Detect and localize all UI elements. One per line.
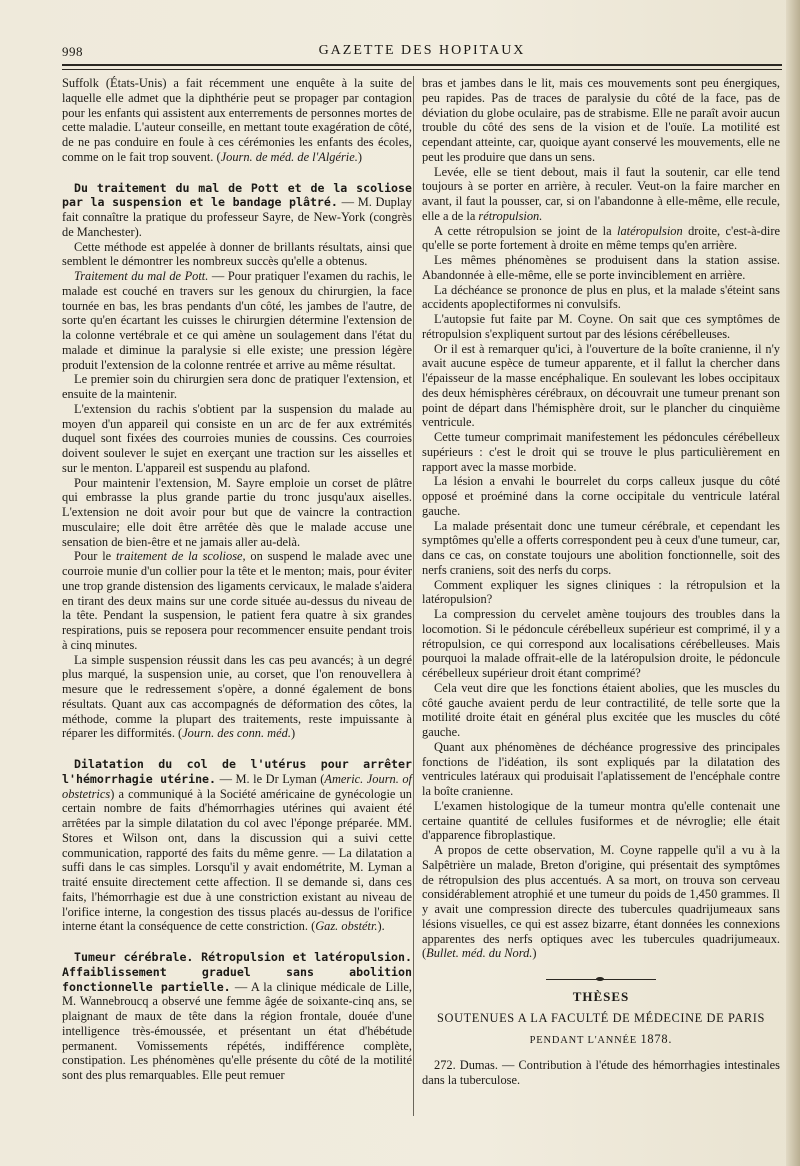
paragraph: Suffolk (États-Unis) a fait récemment une enquête à la suite de laquelle elle admet que la diphthérie peut se propager par contagion pour les enfants qui assistent aux enterrements de personnes mortes de cette maladie. L'auteur conseille, en mettant toute exagération de côté, de ne pas conduire en foule à ces cérémonies les enfants des écoles, comme on le fait trop souvent. (Journ. de méd. de l'Algérie.) xyxy=(62,76,412,164)
paragraph: Or il est à remarquer qu'ici, à l'ouverture de la boîte cranienne, il n'y avait aucune espèce de tumeur apparente, et il fallut la chercher dans l'épaisseur de la masse encéphalique. En soulevant les lobes occipitaux des deux hémisphères cérébraux, on découvrait une tumeur prenant son point de départ dans l'hémisphère droit, sur le plancher du cinquième ventricule. xyxy=(422,341,780,430)
paragraph: Le premier soin du chirurgien sera donc de pratiquer l'extension, et ensuite de la maintenir. xyxy=(62,372,412,401)
paragraph: La simple suspension réussit dans les cas peu avancés; à un degré plus marqué, la suspension unie, au corset, que l'on renouvellera à mesure que le redressement s'opère, a donné également de bons résultats. Quant aux cas accompagnés de déformation des côtes, la méthode, comme la plupart des traitements, reste impuissante à réparer les difformités. (Journ. des conn. méd.) xyxy=(62,652,412,741)
paragraph: L'examen histologique de la tumeur montra qu'elle contenait une certaine quantité de cellules fusiformes et de névroglie; elle était d'apparence fibroplastique. xyxy=(422,798,780,843)
paragraph: Cette tumeur comprimait manifestement les pédoncules cérébelleux supérieurs : c'est le droit qui se trouve le plus particulièrement en rapport avec la masse morbide. xyxy=(422,430,780,474)
section-title: Dilatation du col de l'utérus pour arrêter l'hémorrhagie utérine. xyxy=(62,757,412,786)
paragraph: Traitement du mal de Pott. — Pour pratiquer l'examen du rachis, le malade est couché en travers sur les genoux du chirurgien, la face tournée en bas, les bras pendants d'un côté, les jambes de l'autre, de sorte qu'en écartant les cuisses le chirurgien détermine l'extension de la colonne vertébrale et ce qui amène un soulagement dans l'état du malade et diminue la paralysie si elle existe; une pression légère produit l'extension de la colonne rentrée et arrive au même résultat. xyxy=(62,269,412,372)
section-dilatation-mal-de-pott: Du traitement du mal de Pott et de la scoliose par la suspension et le bandage plâtré. — M. Duplay fait connaître la pratique du professeur Sayre, de New-York (congrès de Manchester). xyxy=(62,180,412,239)
right-column xyxy=(422,76,780,1088)
paragraph: Pour le traitement de la scoliose, on suspend le malade avec une courroie munie d'un collier pour la tête et le menton; mais, pour éviter une trop grande distension des ligaments cervicaux, le malade s'aidera en tirant des deux mains sur une corde située au-dessus du niveau de la tête. Pendant la suspension, le patient fera quatre à six grandes respirations, puis se reposera pour recommencer ensuite pendant trois à cinq minutes. xyxy=(62,549,413,652)
paragraph: Quant aux phénomènes de déchéance progressive des principales fonctions de l'idéation, ils sont expliqués par la dilatation des ventricules latéraux qui produisait l'aplatissement de l'encéphale contre la boîte cranienne. xyxy=(422,739,780,798)
section-title: Du traitement du mal de Pott et de la scoliose par la suspension et le bandage plâtré. xyxy=(62,180,412,210)
header-rule-thin xyxy=(62,69,782,70)
paragraph: Cette méthode est appelée à donner de brillants résultats, ainsi que semblent le démontrer les nombreux succès qu'elle a obtenus. xyxy=(62,239,412,269)
paragraph: Cela veut dire que les fonctions étaient abolies, que les muscles du côté gauche avaient perdu de leur contractilité, de telle sorte que la motilité droite était en général plus excitée que les muscles du côté gauche. xyxy=(422,680,780,739)
running-title: GAZETTE DES HOPITAUX xyxy=(318,43,526,58)
page-header xyxy=(62,42,782,64)
paragraph: bras et jambes dans le lit, mais ces mouvements sont peu énergiques, peu rapides. Pas de traces de paralysie du côté de la face, pas de déviation du globe oculaire, pas de strabisme. Elle ne paraît avoir aucun trouble du côté des sens de la vision et de l'ouïe. La motilité est cependant atteinte, car, quoique ayant conservé les mouvements, elle ne peut les produire que dans un sens. xyxy=(422,76,780,164)
ornamental-separator xyxy=(546,979,656,980)
theses-heading: THÈSES xyxy=(572,989,630,1004)
these-entry: 272. Dumas. — Contribution à l'étude des hémorrhagies intestinales dans la tuberculose. xyxy=(422,1058,780,1087)
page-number: 998 xyxy=(62,44,83,59)
theses-year-line: PENDANT L'ANNÉE 1878. xyxy=(529,1031,673,1046)
paragraph: Pour maintenir l'extension, M. Sayre emploie un corset de plâtre qui embrasse la plus grande partie du tronc jusqu'aux aiselles. L'extension ne doit avoir pour but que de vaincre la contraction musculaire; elle doit être arrêtée dès que le malade accuse une sensation de bien-être et ne jamais aller au-delà. xyxy=(62,475,412,549)
column-divider xyxy=(413,76,414,1116)
paragraph: A cette rétropulsion se joint de la latéropulsion droite, c'est-à-dire qu'elle se porte fortement à droite en même temps qu'en arrière. xyxy=(422,223,780,253)
section-tumeur-cerebrale: Tumeur cérébrale. Rétropulsion et latéropulsion. Affaiblissement graduel sans abolition fonctionnelle partielle. — A la clinique médicale de Lille, M. Wannebroucq a observé une femme âgée de soixante-cinq ans, se plaignant de maux de tête dans la région frontale, douée d'une intelligence très-émoussée, et présentant un état d'hébétude permanent. Vomissements répétés, indifférence complète, constipation. Les phénomènes qu'elle présente du côté de la motilité sont des plus remarquables. Elle peut remuer xyxy=(62,950,412,1082)
left-column xyxy=(62,76,412,1083)
section-dilatation-col-uterus: Dilatation du col de l'utérus pour arrêter l'hémorrhagie utérine. — M. le Dr Lyman (Americ. Journ. of obstetrics) a communiqué à la Société américaine de gynécologie un certain nombre de faits d'hémorrhagies utérines qui avaient été arrêtées par la simple dilatation du col avec l'éponge préparée. MM. Stores et Wilson ont, dans la discussion qui a suivi cette communication, rapporté des faits du même genre. — La dilatation a suffi dans le cas simples. Lorsqu'il y avait endométrite, M. Lyman a traité ensuite directement cette affection. Il se demande si, dans ces faits, l'hémorrhagie est due à une constriction existant au niveau de l'orifice interne, la congestion des tissus placés au-dessus de l'orifice interne étant la conséquence de cette constriction. (Gaz. obstétr.). xyxy=(62,757,412,934)
paragraph: L'extension du rachis s'obtient par la suspension du malade au moyen d'un appareil qui consiste en un arc de fer aux extrémités duquel sont fixées des courroies munies de coussins. Ces courroies doivent soulever le sujet en exerçant une traction sur les aisselles et sur le menton. L'appareil est suspendu au plafond. xyxy=(62,401,412,475)
paragraph: A propos de cette observation, M. Coyne rappelle qu'il a vu à la Salpêtrière un malade, Breton d'origine, qui présentait des symptômes de rétropulsion des plus accentués. A sa mort, on trouva son cerveau considérablement atrophié et une tumeur du poids de 1,450 grammes. Il y avait une compression directe des tubercules quadrijumeaux sans lésions visuelles, ce qui est assez bizarre, étant données les connexions apparentes des nerfs optiques avec les tubercules quadrijumeaux. (Bullet. méd. du Nord.) xyxy=(422,843,780,961)
theses-subheading: SOUTENUES A LA FACULTÉ DE MÉDECINE DE PARIS xyxy=(437,1010,765,1025)
paragraph: Les mêmes phénomènes se produisent dans la station assise. Abandonnée à elle-même, elle se porte invinciblement en arrière. xyxy=(422,253,780,282)
paragraph: La compression du cervelet amène toujours des troubles dans la locomotion. Si le pédoncule cérébelleux supérieur est comprimé, il y a rétropulsion, ce qui correspond aux localisations cérébelleuses. Mais pourquoi la malade offrait-elle de la latéropulsion droite, le pédoncule cérébelleux supérieur droit étant comprimé? xyxy=(422,607,780,680)
header-rule-thick xyxy=(62,64,782,66)
page-spine-shadow xyxy=(786,0,800,1166)
paragraph: Comment expliquer les signes cliniques : la rétropulsion et la latéropulsion? xyxy=(422,577,780,607)
paragraph: La lésion a envahi le bourrelet du corps calleux jusque du côté opposé et proéminé dans la corne occipitale du ventricule latéral gauche. xyxy=(422,474,780,518)
paragraph: La malade présentait donc une tumeur cérébrale, et cependant les symptômes qu'elle a offerts correspondent peu à ceux d'une tumeur, car, dans ce cas, on constate toujours une abolition fonctionnelle, soit des nerfs craniens, soit des nerfs du corps. xyxy=(422,518,780,577)
paragraph: La déchéance se prononce de plus en plus, et la malade s'éteint sans accidents apoplectiformes ni convulsifs. xyxy=(422,282,780,312)
section-title: Tumeur cérébrale. Rétropulsion et latéropulsion. Affaiblissement graduel sans abolition fonctionnelle partielle. xyxy=(62,950,412,994)
paragraph: L'autopsie fut faite par M. Coyne. On sait que ces symptômes de rétropulsion s'expliquent surtout par des lésions cérébelleuses. xyxy=(422,312,780,341)
paragraph: Levée, elle se tient debout, mais il faut la soutenir, car elle tend toujours à se porter en arrière, à reculer. Veut-on la faire marcher en avant, il faut la pousser, car, si on l'abandonne à elle-même, elle recule, elle a de la rétropulsion. xyxy=(422,164,780,223)
